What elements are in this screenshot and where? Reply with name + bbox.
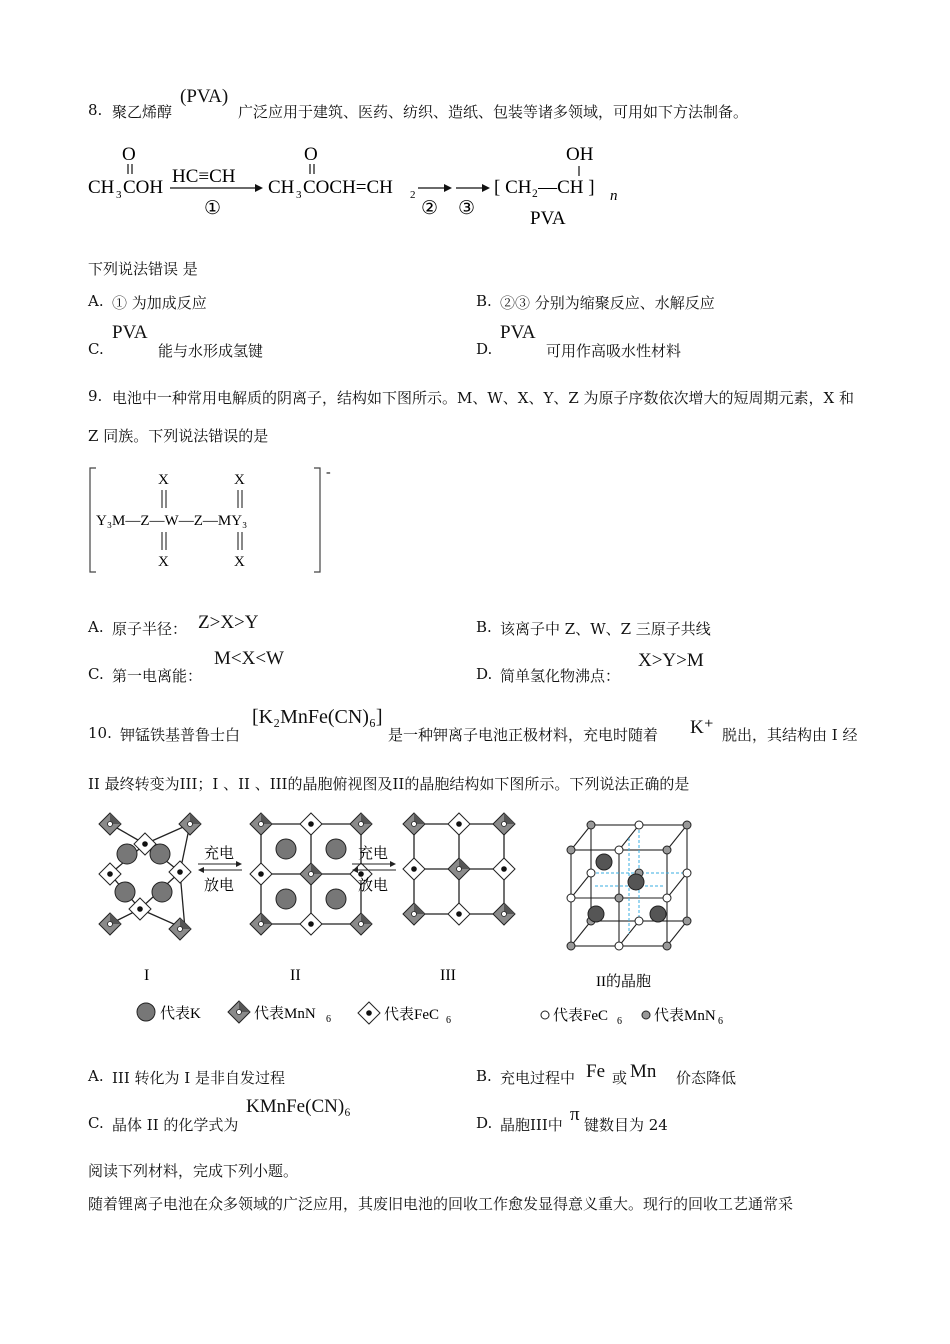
legend-fe-marker xyxy=(358,1002,380,1024)
q10-stem-post: 脱出，其结构由 I 经 xyxy=(722,726,858,744)
structure-iii xyxy=(403,813,515,925)
q9-x-top-right: X xyxy=(234,472,245,488)
q9-number: 9. xyxy=(88,387,103,405)
q9-x-top-left: X xyxy=(158,472,169,488)
q10-option-a-letter: A. xyxy=(88,1067,104,1085)
legend-fe-sub: 6 xyxy=(446,1015,451,1026)
legend-fe-small-marker xyxy=(541,1011,549,1019)
q9-option-c-text: 第一电离能： xyxy=(112,667,203,685)
q9-chain: Y₃M—Z—W—Z—MY₃ xyxy=(96,513,248,529)
scheme-n: n xyxy=(610,188,618,204)
q10-stem-line2: II 最终转变为III；I 、II 、III的晶胞俯视图及II的晶胞结构如下图所示。下列说法正确的是 xyxy=(88,775,690,793)
discharge-label-1: 放电 xyxy=(204,878,235,894)
structure-ii xyxy=(250,813,372,935)
q9-x-bot-right: X xyxy=(234,554,245,570)
q10-option-b-mn: Mn xyxy=(630,1061,657,1082)
q9-option-d-text: 简单氢化物沸点： xyxy=(500,667,621,685)
scheme-pva-label: PVA xyxy=(530,208,566,229)
scheme-step-2: ② xyxy=(421,198,439,219)
q10-formula: [K₂MnFe(CN)₆] xyxy=(252,706,383,728)
q10-option-d-letter: D. xyxy=(476,1114,493,1132)
q9-x-bot-left: X xyxy=(158,554,169,570)
legend-mn-small: 代表MnN xyxy=(654,1008,716,1024)
legend-mn: 代表MnN xyxy=(254,1006,316,1022)
scheme-vac-c: COCH=CH xyxy=(303,177,393,198)
q8-option-a-text: ① 为加成反应 xyxy=(112,294,207,312)
q8-option-a-letter: A. xyxy=(88,292,104,310)
label-ii: II xyxy=(290,967,301,984)
q10-option-d-pi: π xyxy=(570,1104,580,1125)
q10-option-c-text: 晶体 II 的化学式为 xyxy=(112,1116,239,1134)
q10-number: 10. xyxy=(88,724,112,742)
scheme-acetic-acid-b: 3 xyxy=(116,189,122,201)
label-i: I xyxy=(144,967,150,984)
q10-option-b-letter: B. xyxy=(476,1067,492,1085)
scheme-vac-a: CH xyxy=(268,177,295,198)
q9-option-d-letter: D. xyxy=(476,665,493,683)
scheme-step-1: ① xyxy=(204,198,222,219)
q8-option-c-math: PVA xyxy=(112,322,148,343)
q9-stem-line2: Z 同族。下列说法错误的是 xyxy=(88,427,269,445)
scheme-vac-d: 2 xyxy=(410,189,416,201)
q9-option-a-letter: A. xyxy=(88,618,104,636)
q10-option-b-fe: Fe xyxy=(586,1061,605,1082)
scheme-vac-b: 3 xyxy=(296,189,302,201)
discharge-label-2: 放电 xyxy=(358,878,389,894)
scheme-acetic-acid-a: CH xyxy=(88,177,115,198)
reading-paragraph: 随着锂离子电池在众多领域的广泛应用，其废旧电池的回收工作愈发显得意义重大。现行的回收工艺通常采 xyxy=(88,1195,794,1213)
q10-stem-pre: 钾锰铁基普鲁士白 xyxy=(120,726,241,744)
unit-cell-ii xyxy=(567,821,691,950)
q10-kplus: K⁺ xyxy=(690,717,714,738)
legend-fe-small-sub: 6 xyxy=(617,1016,622,1027)
scheme-reagent: HC≡CH xyxy=(172,166,236,187)
scheme-polymer: [ CH₂—CH ] xyxy=(494,177,595,198)
legend-k-marker xyxy=(137,1003,155,1021)
q8-stem-pre: 聚乙烯醇 xyxy=(112,103,173,121)
legend-mn-sub: 6 xyxy=(326,1014,331,1025)
reading-intro: 阅读下列材料，完成下列小题。 xyxy=(88,1162,299,1180)
legend-mn-marker xyxy=(228,1001,250,1023)
q8-option-c-letter: C. xyxy=(88,340,104,358)
q9-stem-line1: 电池中一种常用电解质的阴离子，结构如下图所示。M、W、X、Y、Z 为原子序数依次增大的短周期元素，X 和 xyxy=(112,389,854,407)
scheme-acetic-acid-c: COH xyxy=(123,177,164,198)
q10-option-d-post: 键数目为 24 xyxy=(584,1116,668,1134)
q10-stem-mid: 是一种钾离子电池正极材料，充电时随着 xyxy=(388,726,659,744)
charge-label-2: 充电 xyxy=(358,846,389,862)
q10-option-d-pre: 晶胞III中 xyxy=(500,1116,563,1134)
q10-option-b-pre: 充电过程中 xyxy=(500,1069,576,1087)
legend-fe-small: 代表FeC xyxy=(553,1008,609,1024)
q9-option-a-math: Z>X>Y xyxy=(198,612,259,633)
scheme-o2: O xyxy=(304,144,318,165)
q9-charge: - xyxy=(326,465,331,480)
legend-mn-small-marker xyxy=(642,1011,650,1019)
q8-option-b-letter: B. xyxy=(476,292,492,310)
q8-number: 8. xyxy=(88,101,103,119)
q8-question: 下列说法错误 是 xyxy=(88,260,198,278)
q10-crystal-figure xyxy=(86,800,746,1040)
charge-label-1: 充电 xyxy=(204,846,235,862)
structure-i xyxy=(99,813,201,940)
q8-option-d-text: 可用作高吸水性材料 xyxy=(546,342,682,360)
unit-cell-caption: II的晶胞 xyxy=(596,974,651,990)
q9-option-b-letter: B. xyxy=(476,618,492,636)
legend-mn-small-sub: 6 xyxy=(718,1016,723,1027)
q10-option-c-math: KMnFe(CN)₆ xyxy=(246,1096,351,1117)
legend-fe: 代表FeC xyxy=(384,1007,440,1023)
q8-pva-paren: (PVA) xyxy=(180,86,229,107)
q8-option-c-text: 能与水形成氢键 xyxy=(158,342,264,360)
q9-option-d-math: X>Y>M xyxy=(638,650,704,671)
scheme-o1: O xyxy=(122,144,136,165)
q8-option-d-letter: D. xyxy=(476,340,493,358)
q9-option-c-math: M<X<W xyxy=(214,648,284,669)
legend-k: 代表K xyxy=(160,1006,201,1022)
q10-option-b-or: 或 xyxy=(612,1069,628,1087)
label-iii: III xyxy=(440,967,456,984)
q9-anion-structure xyxy=(86,462,346,578)
scheme-oh: OH xyxy=(566,144,594,165)
q9-option-c-letter: C. xyxy=(88,665,104,683)
q8-reaction-scheme xyxy=(80,136,640,236)
q10-option-b-post: 价态降低 xyxy=(676,1069,737,1087)
q8-stem-post: 广泛应用于建筑、医药、纺织、造纸、包装等诸多领域，可用如下方法制备。 xyxy=(238,103,749,121)
q8-option-d-math: PVA xyxy=(500,322,536,343)
q10-option-c-letter: C. xyxy=(88,1114,104,1132)
scheme-step-3: ③ xyxy=(458,198,476,219)
q9-option-b-text: 该离子中 Z、W、Z 三原子共线 xyxy=(500,620,711,638)
q10-option-a-text: III 转化为 I 是非自发过程 xyxy=(112,1069,286,1087)
q9-option-a-text: 原子半径： xyxy=(112,620,188,638)
q8-option-b-text: ②③ 分别为缩聚反应、水解反应 xyxy=(500,294,715,312)
